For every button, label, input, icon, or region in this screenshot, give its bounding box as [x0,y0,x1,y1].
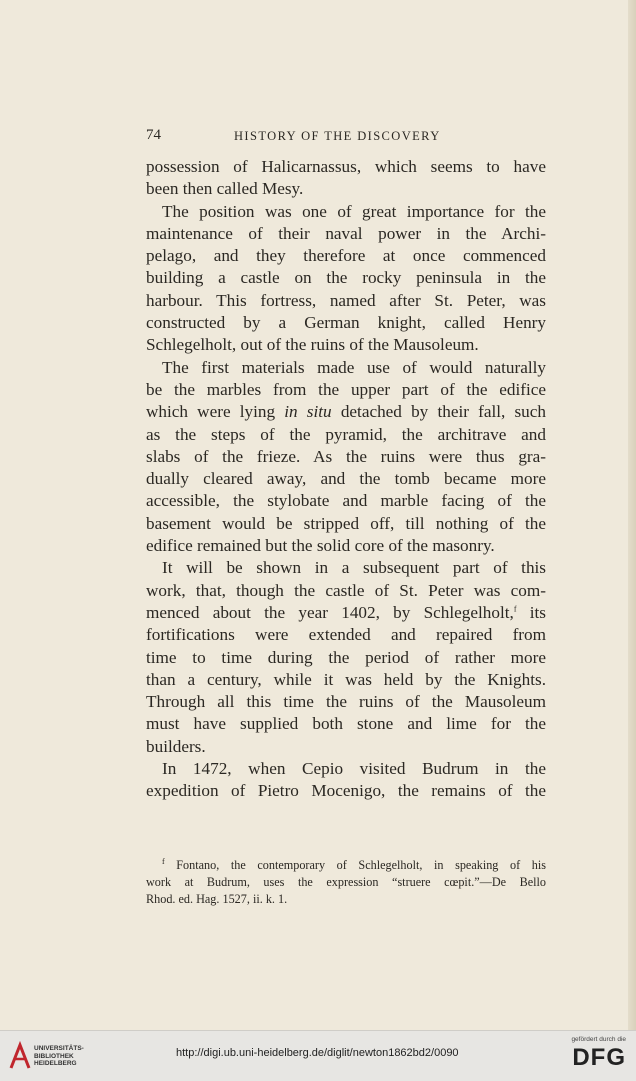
text-line: as the steps of the pyramid, the architrave and [146,424,546,444]
body-text [146,156,546,803]
text-line: than a century, while it was held by the Knights. [146,669,546,689]
text-line: be the marbles from the upper part of the edifice [146,379,546,399]
text-line: maintenance of their naval power in the Archi- [146,223,546,243]
text-line: expedition of Pietro Mocenigo, the remains of the [146,781,546,801]
text-line: must have supplied both stone and lime for the [146,714,546,734]
funder-logo[interactable] [536,1036,626,1072]
library-logo[interactable] [8,1039,88,1073]
text-line: It will be shown in a subsequent part of this [162,558,546,578]
text-line: accessible, the stylobate and marble facing of the [146,491,546,511]
footnote-line: work at Budrum, uses the expression “struere cœpit.”—De Bello [146,875,546,889]
footnote-marker: f [162,856,165,866]
text-line-with-footnote-ref [146,602,546,624]
text-run: its [516,602,546,622]
text-line-with-italic [146,401,546,423]
text-line: In 1472, when Cepio visited Budrum in the [162,759,546,779]
text-run: detached by their fall, such [331,402,547,422]
funded-by-label: gefördert durch die [571,1036,626,1043]
page-header [146,127,546,145]
permalink-url[interactable]: http://digi.ub.uni-heidelberg.de/diglit/newton1862bd2/0090 [176,1047,459,1059]
text-run: which were lying [146,402,285,422]
text-run: menced about the year 1402, by Schlegelholt, [146,602,514,622]
footnote [146,857,546,908]
text-line: The first materials made use of would naturally [162,357,546,377]
text-line: slabs of the frieze. As the ruins were thus gra- [146,446,546,466]
footnote-line: Rhod. ed. Hag. 1527, ii. k. 1. [146,892,288,906]
running-title: HISTORY OF THE DISCOVERY [234,129,441,143]
text-line: Through all this time the ruins of the Mausoleum [146,692,546,712]
text-line: fortifications were extended and repaired from [146,625,546,645]
text-line: constructed by a German knight, called Henry [146,313,546,333]
dfg-logo: DFG [572,1044,626,1071]
text-line: The position was one of great importance for the [162,201,546,221]
library-name: UNIVERSITÄTS- BIBLIOTHEK HEIDELBERG [34,1045,84,1067]
text-line: possession of Halicarnassus, which seems to have [146,157,546,176]
text-line: time to time during the period of rather more [146,647,546,667]
text-line: been then called Mesy. [146,179,304,199]
text-line: builders. [146,736,206,756]
footnote-reference: f [513,604,517,614]
text-line: dually cleared away, and the tomb became more [146,469,546,489]
library-seal-icon [8,1041,32,1071]
page-number: 74 [146,127,161,143]
viewer-footer [0,1030,636,1081]
text-line: pelago, and they therefore at once commenced [146,246,546,266]
text-line: building a castle on the rocky peninsula in the [146,268,546,288]
text-run: Fontano, the contemporary of Schlegelholt, in speaking of his [164,858,546,872]
text-line: Schlegelholt, out of the ruins of the Mausoleum. [146,335,479,355]
text-line: basement would be stripped off, till nothing of the [146,513,546,533]
footnote-line [146,857,546,874]
page-edge-shadow [628,0,636,1030]
text-line: harbour. This fortress, named after St. Peter, was [146,290,546,310]
italic-phrase: in situ [284,402,332,422]
text-line: work, that, though the castle of St. Peter was com- [146,580,546,600]
text-line: edifice remained but the solid core of the masonry. [146,536,495,556]
